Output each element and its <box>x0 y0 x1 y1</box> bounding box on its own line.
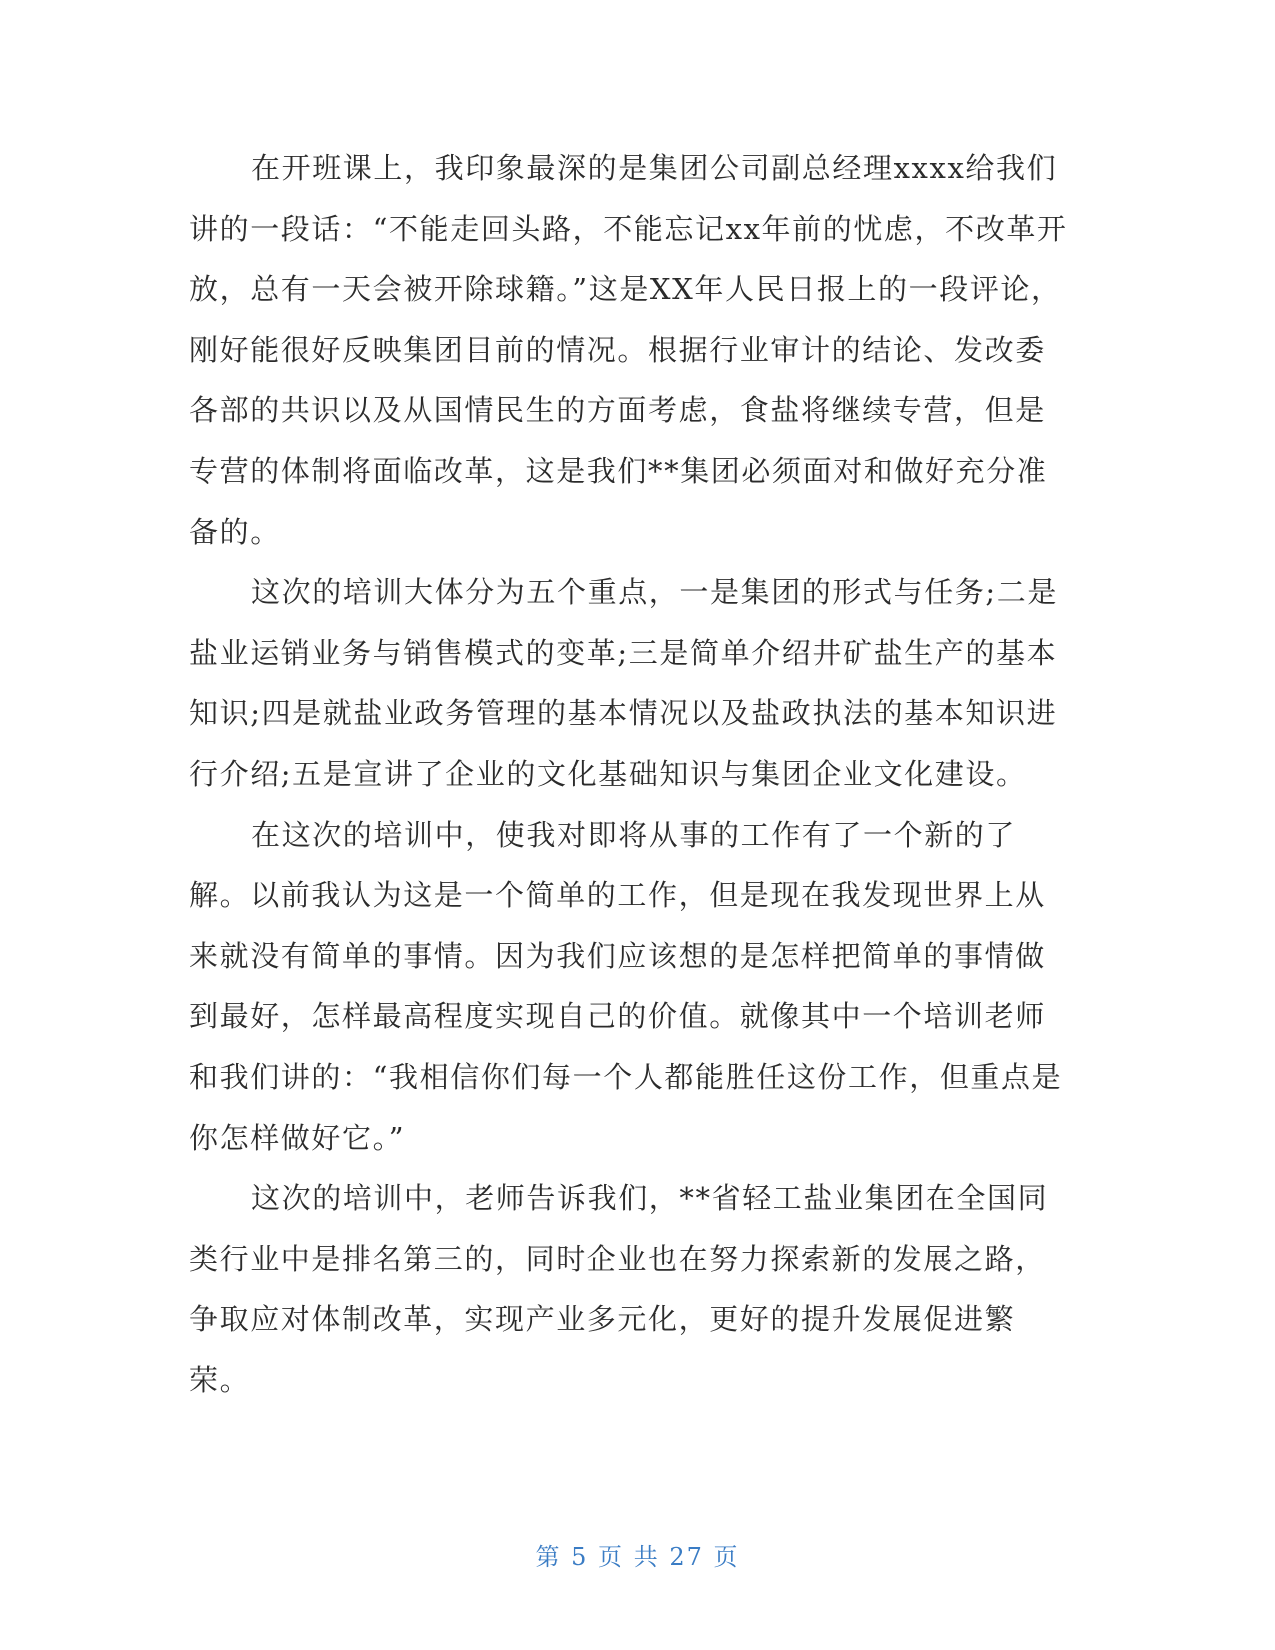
paragraph-4: 这次的培训中，老师告诉我们，**省轻工盐业集团在全国同类行业中是排名第三的，同时企业也在努力探索新的发展之路，争取应对体制改革，实现产业多元化，更好的提升发展促进繁荣。 <box>189 1181 1049 1397</box>
footer-suffix: 页 <box>713 1543 740 1571</box>
current-page-number: 5 <box>571 1543 589 1571</box>
total-pages-number: 27 <box>669 1543 704 1571</box>
document-body <box>189 138 1069 1410</box>
footer-total-prefix: 共 <box>633 1543 660 1571</box>
page-footer <box>0 1537 1275 1572</box>
paragraph-2: 这次的培训大体分为五个重点，一是集团的形式与任务;二是盐业运销业务与销售模式的变革;三是简单介绍井矿盐生产的基本知识;四是就盐业政务管理的基本情况以及盐政执法的基本知识进行介绍;五是宣讲了企业的文化基础知识与集团企业文化建设。 <box>189 575 1058 791</box>
footer-prefix: 第 <box>535 1543 562 1571</box>
footer-page-word: 页 <box>598 1543 625 1571</box>
paragraph-1: 在开班课上，我印象最深的是集团公司副总经理xxxx给我们讲的一段话：“不能走回头路，不能忘记xx年前的忧虑，不改革开放，总有一天会被开除球籍。”这是XX年人民日报上的一段评论，刚好能很好反映集团目前的情况。根据行业审计的结论、发改委各部的共识以及从国情民生的方面考虑，食盐将继续专营，但是专营的体制将面临改革，这是我们**集团必须面对和做好充分准备的。 <box>189 151 1068 549</box>
paragraph-3: 在这次的培训中，使我对即将从事的工作有了一个新的了解。以前我认为这是一个简单的工作，但是现在我发现世界上从来就没有简单的事情。因为我们应该想的是怎样把简单的事情做到最好，怎样最高程度实现自己的价值。就像其中一个培训老师和我们讲的：“我相信你们每一个人都能胜任这份工作，但重点是你怎样做好它。” <box>189 817 1063 1155</box>
